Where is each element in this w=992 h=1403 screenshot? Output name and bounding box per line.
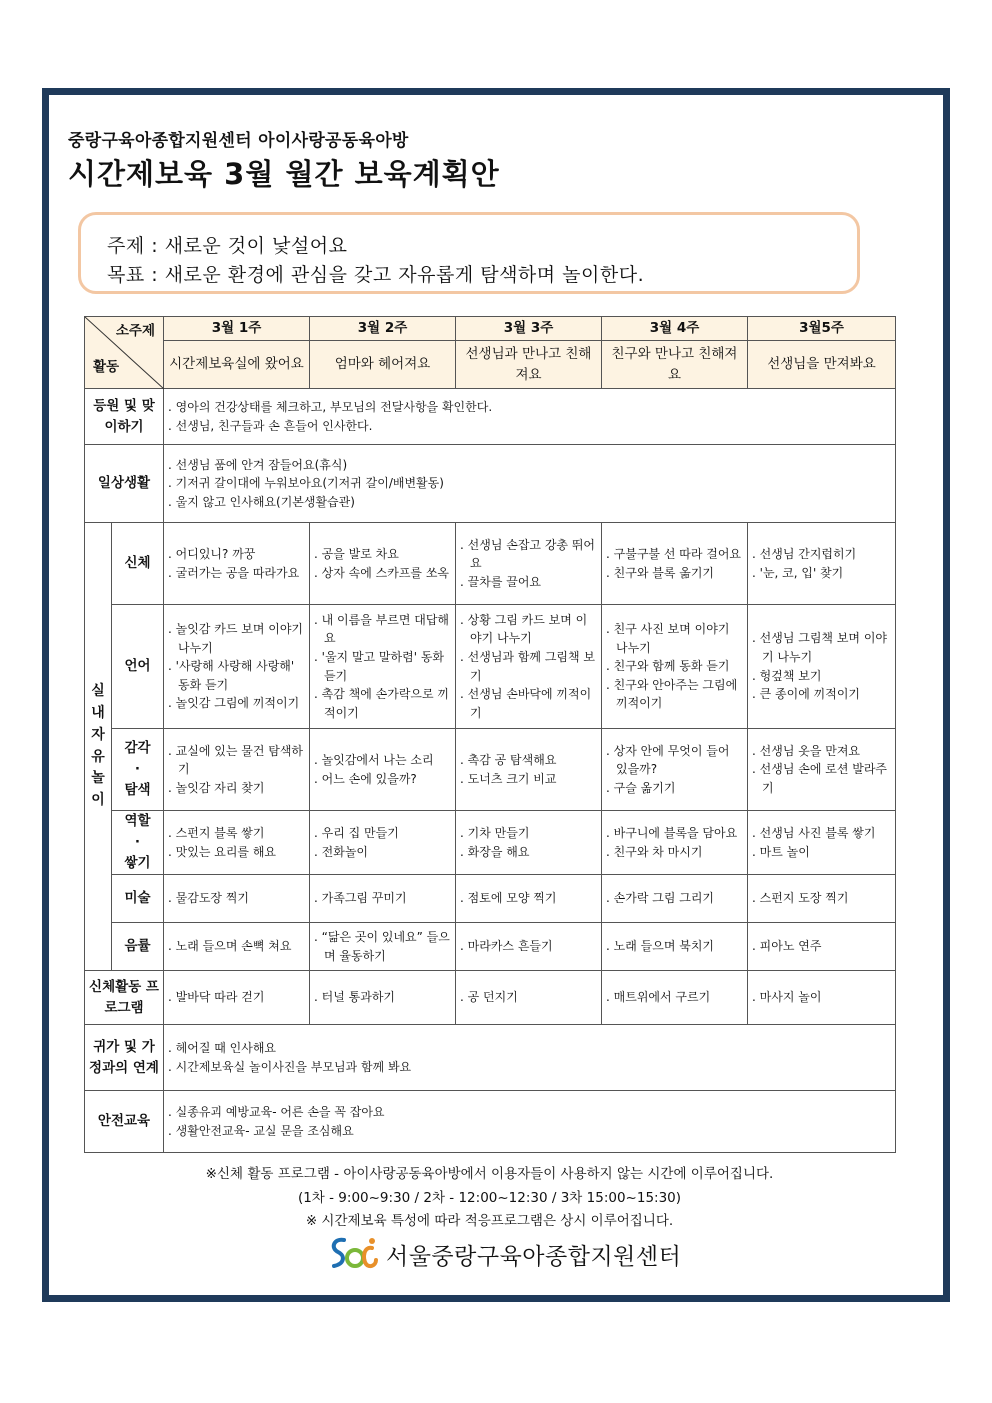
area-cell (456, 811, 602, 875)
area-row-role-play (85, 811, 896, 875)
area-cell (602, 729, 748, 811)
safety-row (85, 1091, 896, 1153)
list-item: . 구슬 옮기기 (606, 779, 743, 798)
area-cell (164, 875, 310, 923)
list-item: . 노래 들으며 손뼉 쳐요 (168, 937, 305, 956)
list-item: . 헤어질 때 인사해요 (168, 1039, 891, 1058)
list-item: . 손가락 그림 그리기 (606, 889, 743, 908)
list-item: . 굴러가는 공을 따라가요 (168, 564, 305, 583)
area-cell (164, 523, 310, 605)
list-item: . 놀잇감에서 나는 소리 (314, 751, 451, 770)
free-play-label-char: 유 (91, 748, 105, 765)
daily-label: 일상생활 (85, 445, 164, 523)
daily-content (164, 445, 896, 523)
physical-program-row (85, 971, 896, 1025)
footer-note-times: (1차 - 9:00~9:30 / 2차 - 12:00~12:30 / 3차 15:00~15:30) (297, 1190, 682, 1206)
list-item: . 매트위에서 구르기 (606, 988, 743, 1007)
week-1-topic: 시간제보육실에 왔어요 (164, 341, 310, 389)
list-item: . 실종유괴 예방교육- 어른 손을 꼭 잡아요 (168, 1103, 891, 1122)
list-item: . 선생님, 친구들과 손 흔들어 인사한다. (168, 417, 891, 436)
area-cell (748, 729, 896, 811)
list-item: . 선생님과 함께 그림책 보기 (460, 648, 597, 685)
footer-note-program: ※신체 활동 프로그램 - 아이사랑공동육아방에서 이용자들이 사용하지 않는 시간에 이루어집니다. (205, 1166, 774, 1182)
list-item: . 전화놀이 (314, 843, 451, 862)
list-item: . 어느 손에 있을까? (314, 770, 451, 789)
center-logo-text: 서울중랑구육아종합지원센터 (386, 1243, 682, 1270)
center-logo-icon (328, 1234, 380, 1274)
week-1-header: 3월 1주 (164, 317, 310, 341)
area-row-art (85, 875, 896, 923)
free-play-label-char: 실 (91, 683, 105, 700)
area-label: 미술 (112, 875, 164, 923)
list-item: . 선생님 손바닥에 끼적이기 (460, 685, 597, 722)
area-cell (748, 923, 896, 971)
list-item: . 친구와 함께 동화 듣기 (606, 657, 743, 676)
area-label-text (116, 811, 159, 874)
list-item: . “닮은 곳이 있네요” 들으며 율동하기 (314, 928, 451, 965)
list-item: . 맛있는 요리를 해요 (168, 843, 305, 862)
week-4-topic: 친구와 만나고 친해져요 (602, 341, 748, 389)
subject-label: 주제 : (107, 235, 159, 257)
list-item: . 헝겊책 보기 (752, 667, 891, 686)
arrival-label: 등원 및 맞이하기 (85, 389, 164, 445)
list-item: . 놀잇감 카드 보며 이야기 나누기 (168, 620, 305, 657)
area-cell (164, 605, 310, 729)
area-cell (602, 875, 748, 923)
goal-line (107, 260, 644, 287)
page-title: 시간제보육 3월 월간 보육계획안 (68, 157, 500, 191)
area-cell (456, 523, 602, 605)
arrival-content (164, 389, 896, 445)
list-item: . 시간제보육실 놀이사진을 부모님과 함께 봐요 (168, 1058, 891, 1077)
list-item: . 촉감 공 탐색해요 (460, 751, 597, 770)
area-cell (602, 605, 748, 729)
list-item: . 발바닥 따라 걷기 (168, 988, 305, 1007)
corner-topic-label: 소주제 (115, 323, 155, 339)
area-cell (456, 605, 602, 729)
area-label-text (116, 738, 159, 801)
free-play-label-text (89, 681, 107, 811)
list-item: . 화장을 해요 (460, 843, 597, 862)
area-cell (456, 923, 602, 971)
area-cell (456, 875, 602, 923)
list-item: . 우리 집 만들기 (314, 824, 451, 843)
list-item: . 촉감 책에 손가락으로 끼적이기 (314, 685, 451, 722)
safety-content (164, 1091, 896, 1153)
list-item: . 스펀지 블록 쌓기 (168, 824, 305, 843)
week-5-topic: 선생님을 만져봐요 (748, 341, 896, 389)
area-label-part: 탐색 (124, 781, 151, 798)
week-2-header: 3월 2주 (310, 317, 456, 341)
area-cell (456, 729, 602, 811)
subject-line (107, 231, 347, 258)
list-item: . 터널 통과하기 (314, 988, 451, 1007)
home-link-row (85, 1025, 896, 1091)
list-item: . 선생님 손잡고 강총 뛰어요 (460, 536, 597, 573)
area-cell (748, 811, 896, 875)
area-cell (602, 811, 748, 875)
area-label: 신체 (112, 523, 164, 605)
physical-program-cell (310, 971, 456, 1025)
topic-row (85, 341, 896, 389)
list-item: . '눈, 코, 입' 찾기 (752, 564, 891, 583)
organization-name: 중랑구육아종합지원센터 아이사랑공동육아방 (68, 131, 409, 151)
area-label-part: 쌓기 (124, 854, 151, 871)
area-row-physical (85, 523, 896, 605)
area-cell (164, 923, 310, 971)
list-item: . 기차 만들기 (460, 824, 597, 843)
area-cell (602, 923, 748, 971)
list-item: . 상자 속에 스카프를 쏘옥 (314, 564, 451, 583)
list-item: . 친구와 블록 옮기기 (606, 564, 743, 583)
list-item: . 친구 사진 보며 이야기 나누기 (606, 620, 743, 657)
list-item: . 영아의 건강상태를 체크하고, 부모님의 전달사항을 확인한다. (168, 398, 891, 417)
area-cell (748, 875, 896, 923)
week-2-topic: 엄마와 헤어져요 (310, 341, 456, 389)
week-header-row (85, 317, 896, 341)
list-item: . 선생님 옷을 만져요 (752, 742, 891, 761)
area-label-part: 감각 (124, 740, 151, 757)
list-item: . 선생님 그림책 보며 이야기 나누기 (752, 629, 891, 666)
list-item: . 노래 들으며 북치기 (606, 937, 743, 956)
corner-cell (85, 317, 164, 389)
list-item: . 마트 놀이 (752, 843, 891, 862)
list-item: . 스펀지 도장 찍기 (752, 889, 891, 908)
list-item: . 어디있니? 까꿍 (168, 545, 305, 564)
footer-note-adaptation: ※ 시간제보육 특성에 따라 적응프로그램은 상시 이루어집니다. (305, 1213, 674, 1229)
home-link-content (164, 1025, 896, 1091)
area-cell (310, 923, 456, 971)
list-item: . 마사지 놀이 (752, 988, 891, 1007)
area-label (112, 811, 164, 875)
list-item: . 점토에 모양 찍기 (460, 889, 597, 908)
list-item: . 끌차를 끌어요 (460, 573, 597, 592)
list-item: . 상자 안에 무엇이 들어 있을까? (606, 742, 743, 779)
list-item: . 생활안전교육- 교실 문을 조심해요 (168, 1122, 891, 1141)
area-cell (310, 729, 456, 811)
area-cell (602, 523, 748, 605)
physical-program-label: 신체활동 프로그램 (85, 971, 164, 1025)
area-row-sensory (85, 729, 896, 811)
list-item: . 큰 종이에 끼적이기 (752, 685, 891, 704)
free-play-label-char: 자 (91, 726, 105, 743)
area-row-language (85, 605, 896, 729)
area-cell (748, 523, 896, 605)
list-item: . 피아노 연주 (752, 937, 891, 956)
theme-box (78, 212, 860, 294)
area-label-part: · (134, 761, 141, 778)
list-item: . 내 이름을 부르면 대답해요 (314, 611, 451, 648)
area-cell (310, 875, 456, 923)
arrival-row (85, 389, 896, 445)
list-item: . 물감도장 찍기 (168, 889, 305, 908)
list-item: . '사랑해 사랑해 사랑해' 동화 듣기 (168, 657, 305, 694)
goal-text: 새로운 환경에 관심을 갖고 자유롭게 탐색하며 놀이한다. (164, 264, 645, 286)
corner-activity-label: 활동 (93, 359, 120, 376)
list-item: . 놀잇감 자리 찾기 (168, 779, 305, 798)
list-item: . 교실에 있는 물건 탐색하기 (168, 742, 305, 779)
physical-program-cell (602, 971, 748, 1025)
area-cell (164, 729, 310, 811)
list-item: . 마라카스 흔들기 (460, 937, 597, 956)
list-item: . 친구와 차 마시기 (606, 843, 743, 862)
week-3-header: 3월 3주 (456, 317, 602, 341)
list-item: . 가족그림 꾸미기 (314, 889, 451, 908)
daily-row (85, 445, 896, 523)
list-item: . 도너츠 크기 비교 (460, 770, 597, 789)
list-item: . 기저귀 갈이대에 누워보아요(기저귀 갈이/배변활동) (168, 474, 891, 493)
list-item: . 선생님 품에 안겨 잠들어요(휴식) (168, 456, 891, 475)
list-item: . 선생님 사진 블록 쌓기 (752, 824, 891, 843)
week-3-topic: 선생님과 만나고 친해져요 (456, 341, 602, 389)
list-item: . 선생님 손에 로션 발라주기 (752, 760, 891, 797)
physical-program-cell (164, 971, 310, 1025)
area-row-music (85, 923, 896, 971)
area-cell (310, 605, 456, 729)
area-cell (310, 811, 456, 875)
free-play-label-char: 놀 (91, 770, 105, 787)
home-link-label: 귀가 및 가정과의 연계 (85, 1025, 164, 1091)
safety-label: 안전교육 (85, 1091, 164, 1153)
list-item: . 공을 발로 차요 (314, 545, 451, 564)
area-label (112, 729, 164, 811)
list-item: . 공 던지기 (460, 988, 597, 1007)
subject-text: 새로운 것이 낯설어요 (164, 235, 348, 257)
free-play-label-char: 이 (91, 791, 105, 808)
monthly-plan-table (84, 316, 896, 1153)
list-item: . 친구와 안아주는 그림에 끼적이기 (606, 676, 743, 713)
list-item: . 놀잇감 그림에 끼적이기 (168, 694, 305, 713)
area-cell (748, 605, 896, 729)
area-label-part: 역할 (124, 813, 151, 830)
physical-program-cell (456, 971, 602, 1025)
area-label: 언어 (112, 605, 164, 729)
list-item: . 울지 않고 인사해요(기본생활습관) (168, 493, 891, 512)
center-logo (328, 1234, 681, 1274)
list-item: . 바구니에 블록을 담아요 (606, 824, 743, 843)
goal-label: 목표 : (107, 264, 159, 286)
list-item: . 상황 그림 카드 보며 이야기 나누기 (460, 611, 597, 648)
area-label: 음률 (112, 923, 164, 971)
area-cell (310, 523, 456, 605)
physical-program-cell (748, 971, 896, 1025)
free-play-label-char: 내 (91, 705, 105, 722)
area-label-part: · (134, 834, 141, 851)
list-item: . 구불구불 선 따라 걸어요 (606, 545, 743, 564)
week-4-header: 3월 4주 (602, 317, 748, 341)
area-cell (164, 811, 310, 875)
list-item: . 선생님 간지럽히기 (752, 545, 891, 564)
list-item: . '울지 말고 말하렴' 동화 듣기 (314, 648, 451, 685)
free-play-label (85, 523, 112, 971)
week-5-header: 3월5주 (748, 317, 896, 341)
